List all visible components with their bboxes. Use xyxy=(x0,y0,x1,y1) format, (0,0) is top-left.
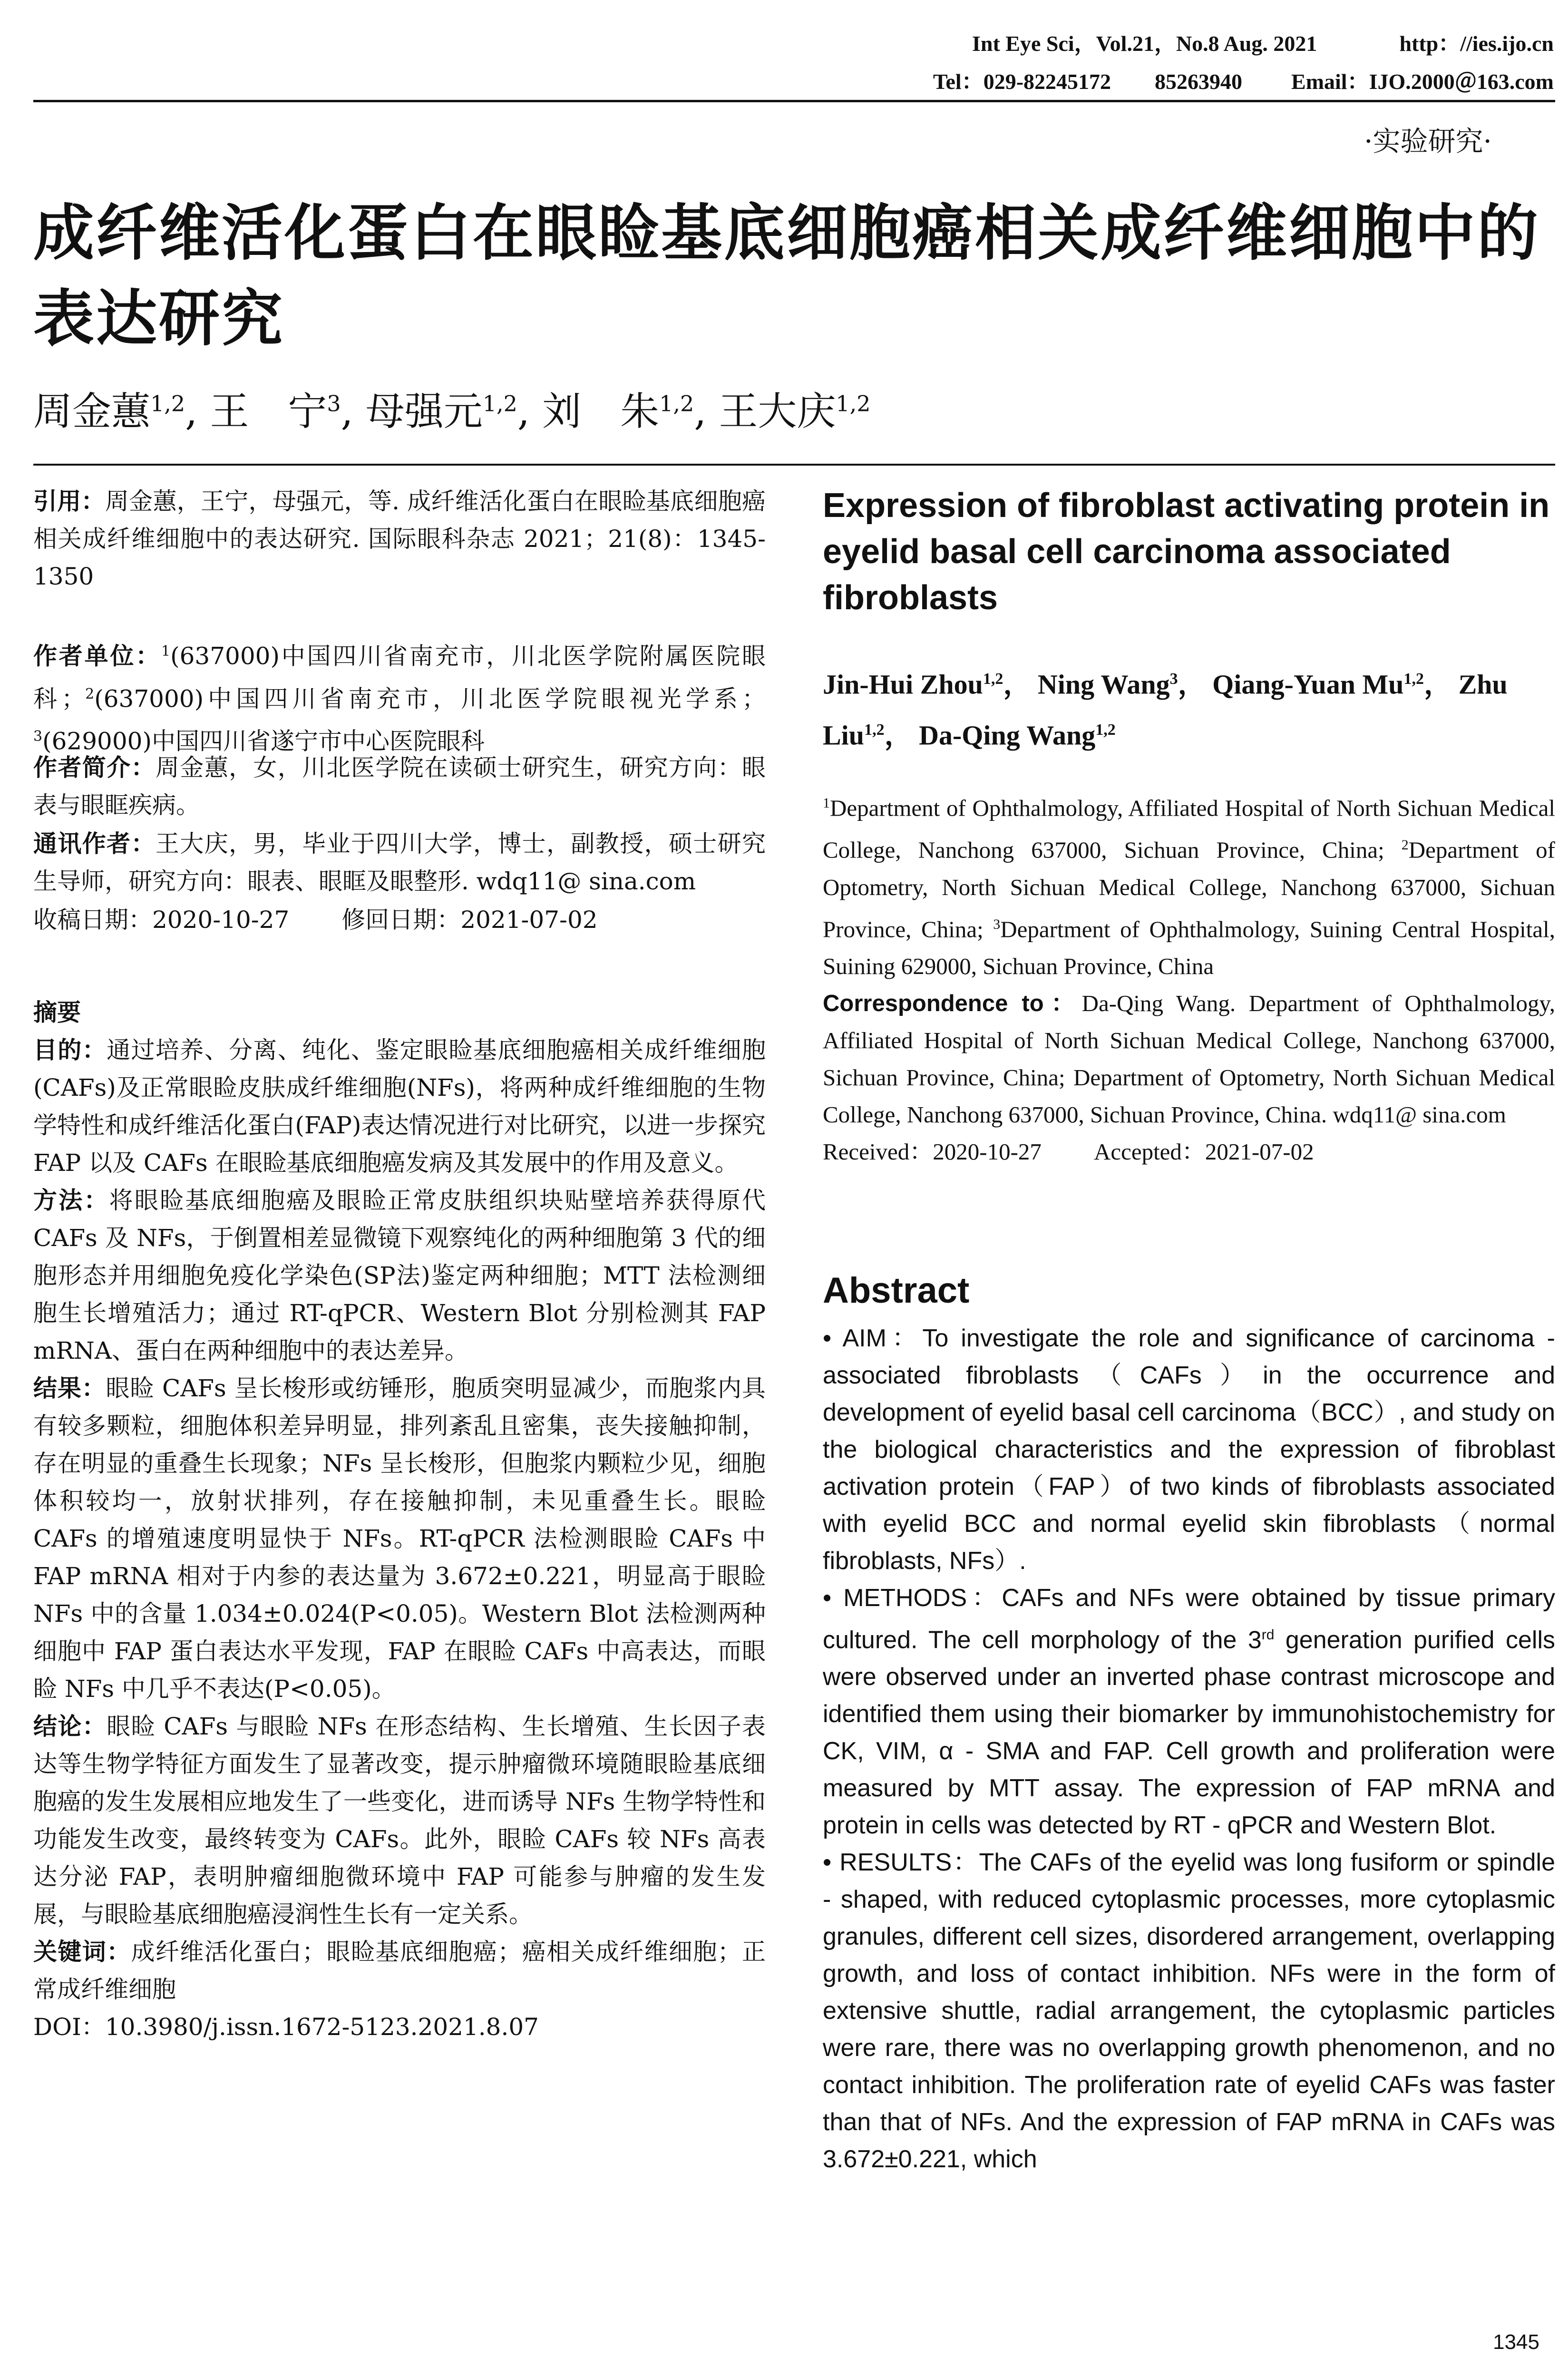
author-name: 王大庆 xyxy=(719,389,836,434)
journal-tel: Tel：029-82245172 85263940 xyxy=(933,69,1243,94)
corresponding-author-block xyxy=(33,825,766,900)
accepted-date-en: Accepted：2021-07-02 xyxy=(1093,1138,1314,1165)
citation-label: 引用： xyxy=(33,487,105,515)
author-affil-sup: 1,2 xyxy=(150,390,185,417)
header-rule xyxy=(33,100,1555,102)
abstract-heading-cn: 摘要 xyxy=(33,999,81,1026)
affil-sup: 2 xyxy=(1401,837,1409,853)
affil-sup: 1 xyxy=(823,795,830,811)
affil-text: (637000)中国四川省南充市，川北医学院附属医院眼科； xyxy=(33,642,766,713)
aim-text-en: • AIM：To investigate the role and significance of carcinoma - associated fibroblasts（CAFs）in the occurrence and development of eyelid basal cell carcinoma（BCC）, and study on the biological characteristics and the expression of fibroblast activation protein（FAP）of two kinds of fibroblasts associated with eyelid BCC and normal eyelid skin fibroblasts（normal fibroblasts, NFs）. xyxy=(823,1325,1555,1575)
author-affil-sup: 1,2 xyxy=(836,390,871,417)
author-name-en: Jin-Hui Zhou xyxy=(823,669,983,700)
affil-text-en: Department of Ophthalmology, Affiliated Hospital of North Sichuan Medical College, Nanchong 637000, Sichuan Province, China; xyxy=(823,795,1555,863)
methods-text-cn: 将眼睑基底细胞癌及眼睑正常皮肤组织块贴壁培养获得原代 CAFs 及 NFs，于倒置相差显微镜下观察纯化的两种细胞第 3 代的细胞形态并用细胞免疫化学染色(SP法)鉴定两种细胞；MTT 法检测细胞生长增殖活力；通过 RT-qPCR、Western Blot 分别检测其 FAP mRNA、蛋白在两种细胞中的表达差异。 xyxy=(33,1187,766,1364)
corr-text: 王大庆，男，毕业于四川大学，博士，副教授，硕士研究生导师，研究方向：眼表、眼眶及眼整形. wdq11@ sina.com xyxy=(33,830,766,895)
author-affil-sup: 1,2 xyxy=(1403,670,1424,688)
author-affil-sup: 1,2 xyxy=(864,721,885,739)
doi: DOI：10.3980/j.issn.1672-5123.2021.8.07 xyxy=(33,2013,539,2041)
affil-sup: 3 xyxy=(993,916,1001,932)
journal-header-line1 xyxy=(972,26,1554,58)
affiliation-block-en xyxy=(823,785,1555,1170)
author-name-en: Zhu Liu xyxy=(823,669,1508,751)
correspondence-label-en: Correspondence to： xyxy=(823,990,1082,1016)
author-name: 母强元 xyxy=(365,389,483,434)
methods-label-cn: 方法： xyxy=(33,1187,109,1214)
affil-sup: 1 xyxy=(161,643,171,660)
journal-citation: Int Eye Sci，Vol.21，No.8 Aug. 2021 xyxy=(972,31,1317,56)
dates-block-cn xyxy=(33,901,766,939)
author-name-en: Ning Wang xyxy=(1037,669,1170,700)
journal-email: Email：IJO.2000＠163.com xyxy=(1291,69,1554,94)
abstract-heading-en: Abstract xyxy=(823,1270,970,1311)
affiliation-label: 作者单位： xyxy=(33,642,161,670)
article-title-en: Expression of fibroblast activating protein in eyelid basal cell carcinoma associated fibroblasts xyxy=(823,487,1550,617)
results-label-cn: 结果： xyxy=(33,1374,106,1402)
author-affil-sup: 1,2 xyxy=(983,670,1003,688)
journal-url: http：//ies.ijo.cn xyxy=(1399,31,1554,56)
methods-text-part: • METHODS：CAFs and NFs were obtained by tissue primary cultured. The cell morphology of the 3 xyxy=(823,1584,1555,1654)
revised-date-cn: 修回日期：2021-07-02 xyxy=(341,906,598,934)
author-affil-sup: 3 xyxy=(327,390,341,417)
affil-text-en: Department of Optometry, North Sichuan Medical College, Nanchong 637000, Sichuan Province, China; xyxy=(823,837,1555,942)
affil-sup: 2 xyxy=(85,685,95,702)
author-name-en: Da-Qing Wang xyxy=(919,720,1096,751)
results-text-cn: 眼睑 CAFs 呈长梭形或纺锤形，胞质突明显减少，而胞浆内具有较多颗粒，细胞体积差异明显，排列紊乱且密集，丧失接触抑制，存在明显的重叠生长现象；NFs 呈长梭形，但胞浆内颗粒少见，细胞体积较均一，放射状排列，存在接触抑制，未见重叠生长。眼睑 CAFs 的增殖速度明显快于 NFs。RT-qPCR 法检测眼睑 CAFs 中 FAP mRNA 相对于内参的表达量为 3.672±0.221，明显高于眼睑 NFs 中的含量 1.034±0.024(P<0.05)。Western Blot 法检测两种细胞中 FAP 蛋白表达水平发现，FAP 在眼睑 CAFs 中高表达，而眼睑 NFs 中几乎不表达(P<0.05)。 xyxy=(33,1374,766,1703)
correspondence-text-en: Da-Qing Wang. Department of Ophthalmology, Affiliated Hospital of North Sichuan Medical College, Nanchong 637000, Sichuan Province, China; Department of Optometry, North Sichuan Medical College, Nanchong 637000, Sichuan Province, China. wdq11@ sina.com xyxy=(823,990,1556,1128)
page-number: 1345 xyxy=(1493,2330,1539,2354)
author-intro-text: 周金蕙，女，川北医学院在读硕士研究生，研究方向：眼表与眼眶疾病。 xyxy=(33,754,766,819)
affil-text: (629000)中国四川省遂宁市中心医院眼科 xyxy=(42,727,485,755)
abstract-cn xyxy=(33,994,766,2046)
methods-text-part: generation purified cells were observed under an inverted phase contrast microscope and identified them using their biomarker by immunohistochemistry for CK, VIM, α - SMA and FAP. Cell growth and proliferation were measured by MTT assay. The expression of FAP mRNA and protein in cells was detected by RT - qPCR and Western Blot. xyxy=(823,1626,1556,1840)
affil-text: (637000)中国四川省南充市，川北医学院眼视光学系； xyxy=(94,685,766,713)
citation-text: 周金蕙，王宁，母强元，等. 成纤维活化蛋白在眼睑基底细胞癌相关成纤维细胞中的表达研究. 国际眼科杂志 2021；21(8)：1345-1350 xyxy=(33,487,766,590)
author-name: 刘 朱 xyxy=(542,389,660,434)
section-tag: ·实验研究· xyxy=(1364,125,1492,157)
author-affil-sup: 3 xyxy=(1169,670,1178,688)
author-name: 周金蕙 xyxy=(33,389,151,434)
author-intro-block xyxy=(33,749,766,824)
conclusion-label-cn: 结论： xyxy=(33,1713,107,1740)
received-date-en: Received：2020-10-27 xyxy=(823,1138,1042,1165)
results-text-en: • RESULTS：The CAFs of the eyelid was long fusiform or spindle - shaped, with reduced cytoplasmic processes, more cytoplasmic granules, different cell sizes, disordered arrangement, overlapping growth, and loss of contact inhibition. NFs were in the form of extensive shuttle, radial arrangement, the cytoplasmic particles were rare, there was no overlapping growth phenomenon, and no contact inhibition. The proliferation rate of eyelid CAFs was faster than that of NFs. And the expression of FAP mRNA in CAFs was 3.672±0.221, which xyxy=(823,1849,1555,2173)
author-list-en: Jin-Hui Zhou$^{1,2}$， Ning Wang$^3$， Qiang-Yuan Mu$^{1,2}$， Zhu Liu$^{1,2}$， Da-Qing Wang$^{1,2}$ xyxy=(823,669,1508,751)
author-list-cn: 周金蕙$^{1,2}$, 王 宁$^3$, 母强元$^{1,2}$, 刘 朱$^{1,2}$, 王大庆$^{1,2}$ xyxy=(33,389,871,434)
aim-text-cn: 通过培养、分离、纯化、鉴定眼睑基底细胞癌相关成纤维细胞(CAFs)及正常眼睑皮肤成纤维细胞(NFs)，将两种成纤维细胞的生物学特性和成纤维活化蛋白(FAP)表达情况进行对比研究，以进一步探究 FAP 以及 CAFs 在眼睑基底细胞癌发病及其发展中的作用及意义。 xyxy=(33,1036,766,1177)
author-intro-label: 作者简介： xyxy=(33,754,156,781)
citation-block xyxy=(33,483,766,595)
author-affil-sup: 1,2 xyxy=(1095,721,1116,739)
keywords-text-cn: 成纤维活化蛋白；眼睑基底细胞癌；癌相关成纤维细胞；正常成纤维细胞 xyxy=(33,1938,766,2003)
author-name: 王 宁 xyxy=(210,389,327,434)
author-affil-sup: 1,2 xyxy=(659,390,694,417)
ordinal-sup: rd xyxy=(1261,1627,1275,1643)
affil-sup: 3 xyxy=(33,728,43,745)
abstract-en xyxy=(823,1320,1555,2178)
keywords-label-cn: 关键词： xyxy=(33,1938,131,1966)
journal-header-line2 xyxy=(933,64,1554,96)
aim-label-cn: 目的： xyxy=(33,1036,107,1064)
affiliation-block-cn xyxy=(33,633,766,760)
author-affil-sup: 1,2 xyxy=(482,390,517,417)
conclusion-text-cn: 眼睑 CAFs 与眼睑 NFs 在形态结构、生长增殖、生长因子表达等生物学特征方面发生了显著改变，提示肿瘤微环境随眼睑基底细胞癌的发生发展相应地发生了一些变化，进而诱导 NFs 生物学特性和功能发生改变，最终转变为 CAFs。此外，眼睑 CAFs 较 NFs 高表达分泌 FAP，表明肿瘤细胞微环境中 FAP 可能参与肿瘤的发生发展，与眼睑基底细胞癌浸润性生长有一定关系。 xyxy=(33,1713,766,1928)
methods-text-en xyxy=(823,1579,1555,1844)
article-title-cn: 成纤维活化蛋白在眼睑基底细胞癌相关成纤维细胞中的表达研究 xyxy=(33,197,1540,354)
author-name-en: Qiang-Yuan Mu xyxy=(1212,669,1404,700)
title-rule xyxy=(33,464,1555,466)
corr-label: 通讯作者： xyxy=(33,830,156,857)
affil-text-en: Department of Ophthalmology, Suining Central Hospital, Suining 629000, Sichuan Province, China xyxy=(823,916,1556,979)
received-date-cn: 收稿日期：2020-10-27 xyxy=(33,906,290,934)
